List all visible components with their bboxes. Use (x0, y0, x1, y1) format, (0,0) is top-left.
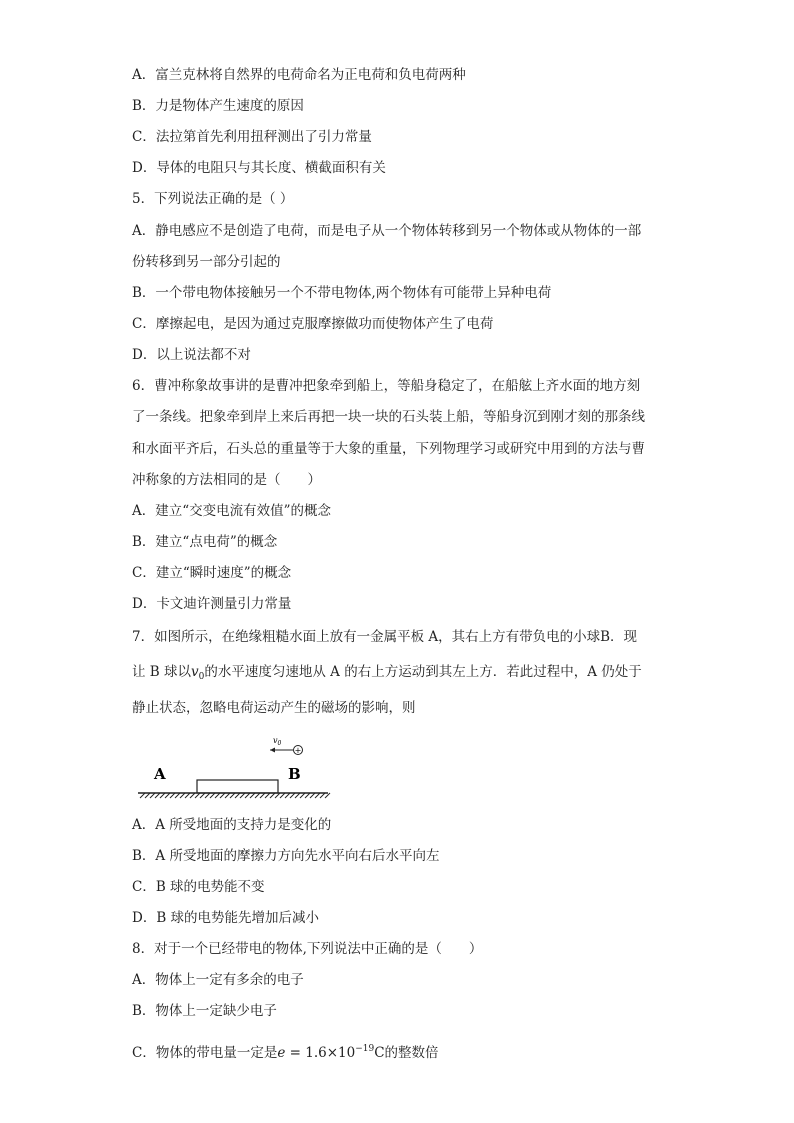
option-7d: D．B 球的电势能先增加后减小 (132, 910, 320, 926)
option-7b: B．A 所受地面的摩擦力方向先水平向右后水平向左 (132, 848, 440, 864)
option-5a-line2: 份转移到另一部分引起的 (132, 254, 281, 270)
question-7-line1: 7．如图所示，在绝缘粗糙水面上放有一金属平板 A，其右上方有带负电的小球B．现 (132, 629, 638, 645)
option-7a: A．A 所受地面的支持力是变化的 (132, 817, 332, 833)
option-5d: D．以上说法都不对 (132, 347, 251, 363)
option-5c: C．摩擦起电，是因为通过克服摩擦做功而使物体产生了电荷 (132, 316, 494, 332)
velocity-arrowhead (270, 748, 275, 753)
plate-a (197, 780, 278, 793)
question-6-line1: 6．曹冲称象故事讲的是曹冲把象牵到船上，等船身稳定了，在船舷上齐水面的地方刻 (132, 378, 641, 394)
q8c-var-e: e (277, 1045, 286, 1061)
question-6-line4: 冲称象的方法相同的是（ ） (132, 472, 321, 488)
question-6-line2: 了一条线。把象牵到岸上来后再把一块一块的石头装上船，等船身沉到刚才刻的那条线 (132, 409, 645, 425)
q7-text-before: 让 B 球以 (132, 664, 192, 680)
option-4c: C．法拉第首先利用扭秤测出了引力常量 (132, 129, 372, 145)
option-6d: D．卡文迪许测量引力常量 (132, 596, 292, 612)
option-8b: B．物体上一定缺少电子 (132, 1003, 277, 1019)
q8c-exp: −19 (355, 1044, 375, 1054)
velocity-label: $v_0$ (273, 736, 282, 747)
option-8c (132, 1040, 439, 1062)
option-4b: B．力是物体产生速度的原因 (132, 98, 304, 114)
label-a: A (154, 765, 166, 783)
option-6b: B．建立“点电荷”的概念 (132, 534, 278, 550)
question-8: 8．对于一个已经带电的物体,下列说法中正确的是（ ） (132, 941, 483, 957)
q7-var-sub: 0 (198, 672, 205, 682)
option-5b: B．一个带电物体接触另一个不带电物体,两个物体有可能带上异种电荷 (132, 285, 552, 301)
q8c-text-before: C．物体的带电量一定是 (132, 1045, 278, 1061)
question-5: 5．下列说法正确的是（ ） (132, 191, 294, 207)
option-5a-line1: A．静电感应不是创造了电荷，而是电子从一个物体转移到另一个物体或从物体的一部 (132, 223, 642, 239)
q8c-text-after: C的整数倍 (374, 1045, 439, 1061)
option-4a: A．富兰克林将自然界的电荷命名为正电荷和负电荷两种 (132, 67, 466, 83)
option-8a: A．物体上一定有多余的电子 (132, 972, 304, 988)
option-4d: D．导体的电阻只与其长度、横截面积有关 (132, 160, 386, 176)
question-7-line3: 静止状态，忽略电荷运动产生的磁场的影响，则 (132, 700, 416, 716)
option-6a: A．建立“交变电流有效值”的概念 (132, 503, 332, 519)
figure-plate-ball (132, 728, 332, 804)
q8c-eq: = 1.6×10 (285, 1045, 356, 1061)
option-6c: C．建立“瞬时速度”的概念 (132, 565, 292, 581)
q7-text-after: 的水平速度匀速地从 A 的右上方运动到其左上方．若此过程中，A 仍处于 (204, 664, 642, 680)
q7-var-v: v (191, 664, 199, 680)
question-7-line2 (132, 663, 642, 686)
label-b: B (288, 765, 301, 783)
question-6-line3: 和水面平齐后，石头总的重量等于大象的重量，下列物理学习或研究中用到的方法与曹 (132, 441, 645, 457)
option-7c: C．B 球的电势能不变 (132, 879, 265, 895)
ball-charge-sign: + (294, 746, 302, 755)
